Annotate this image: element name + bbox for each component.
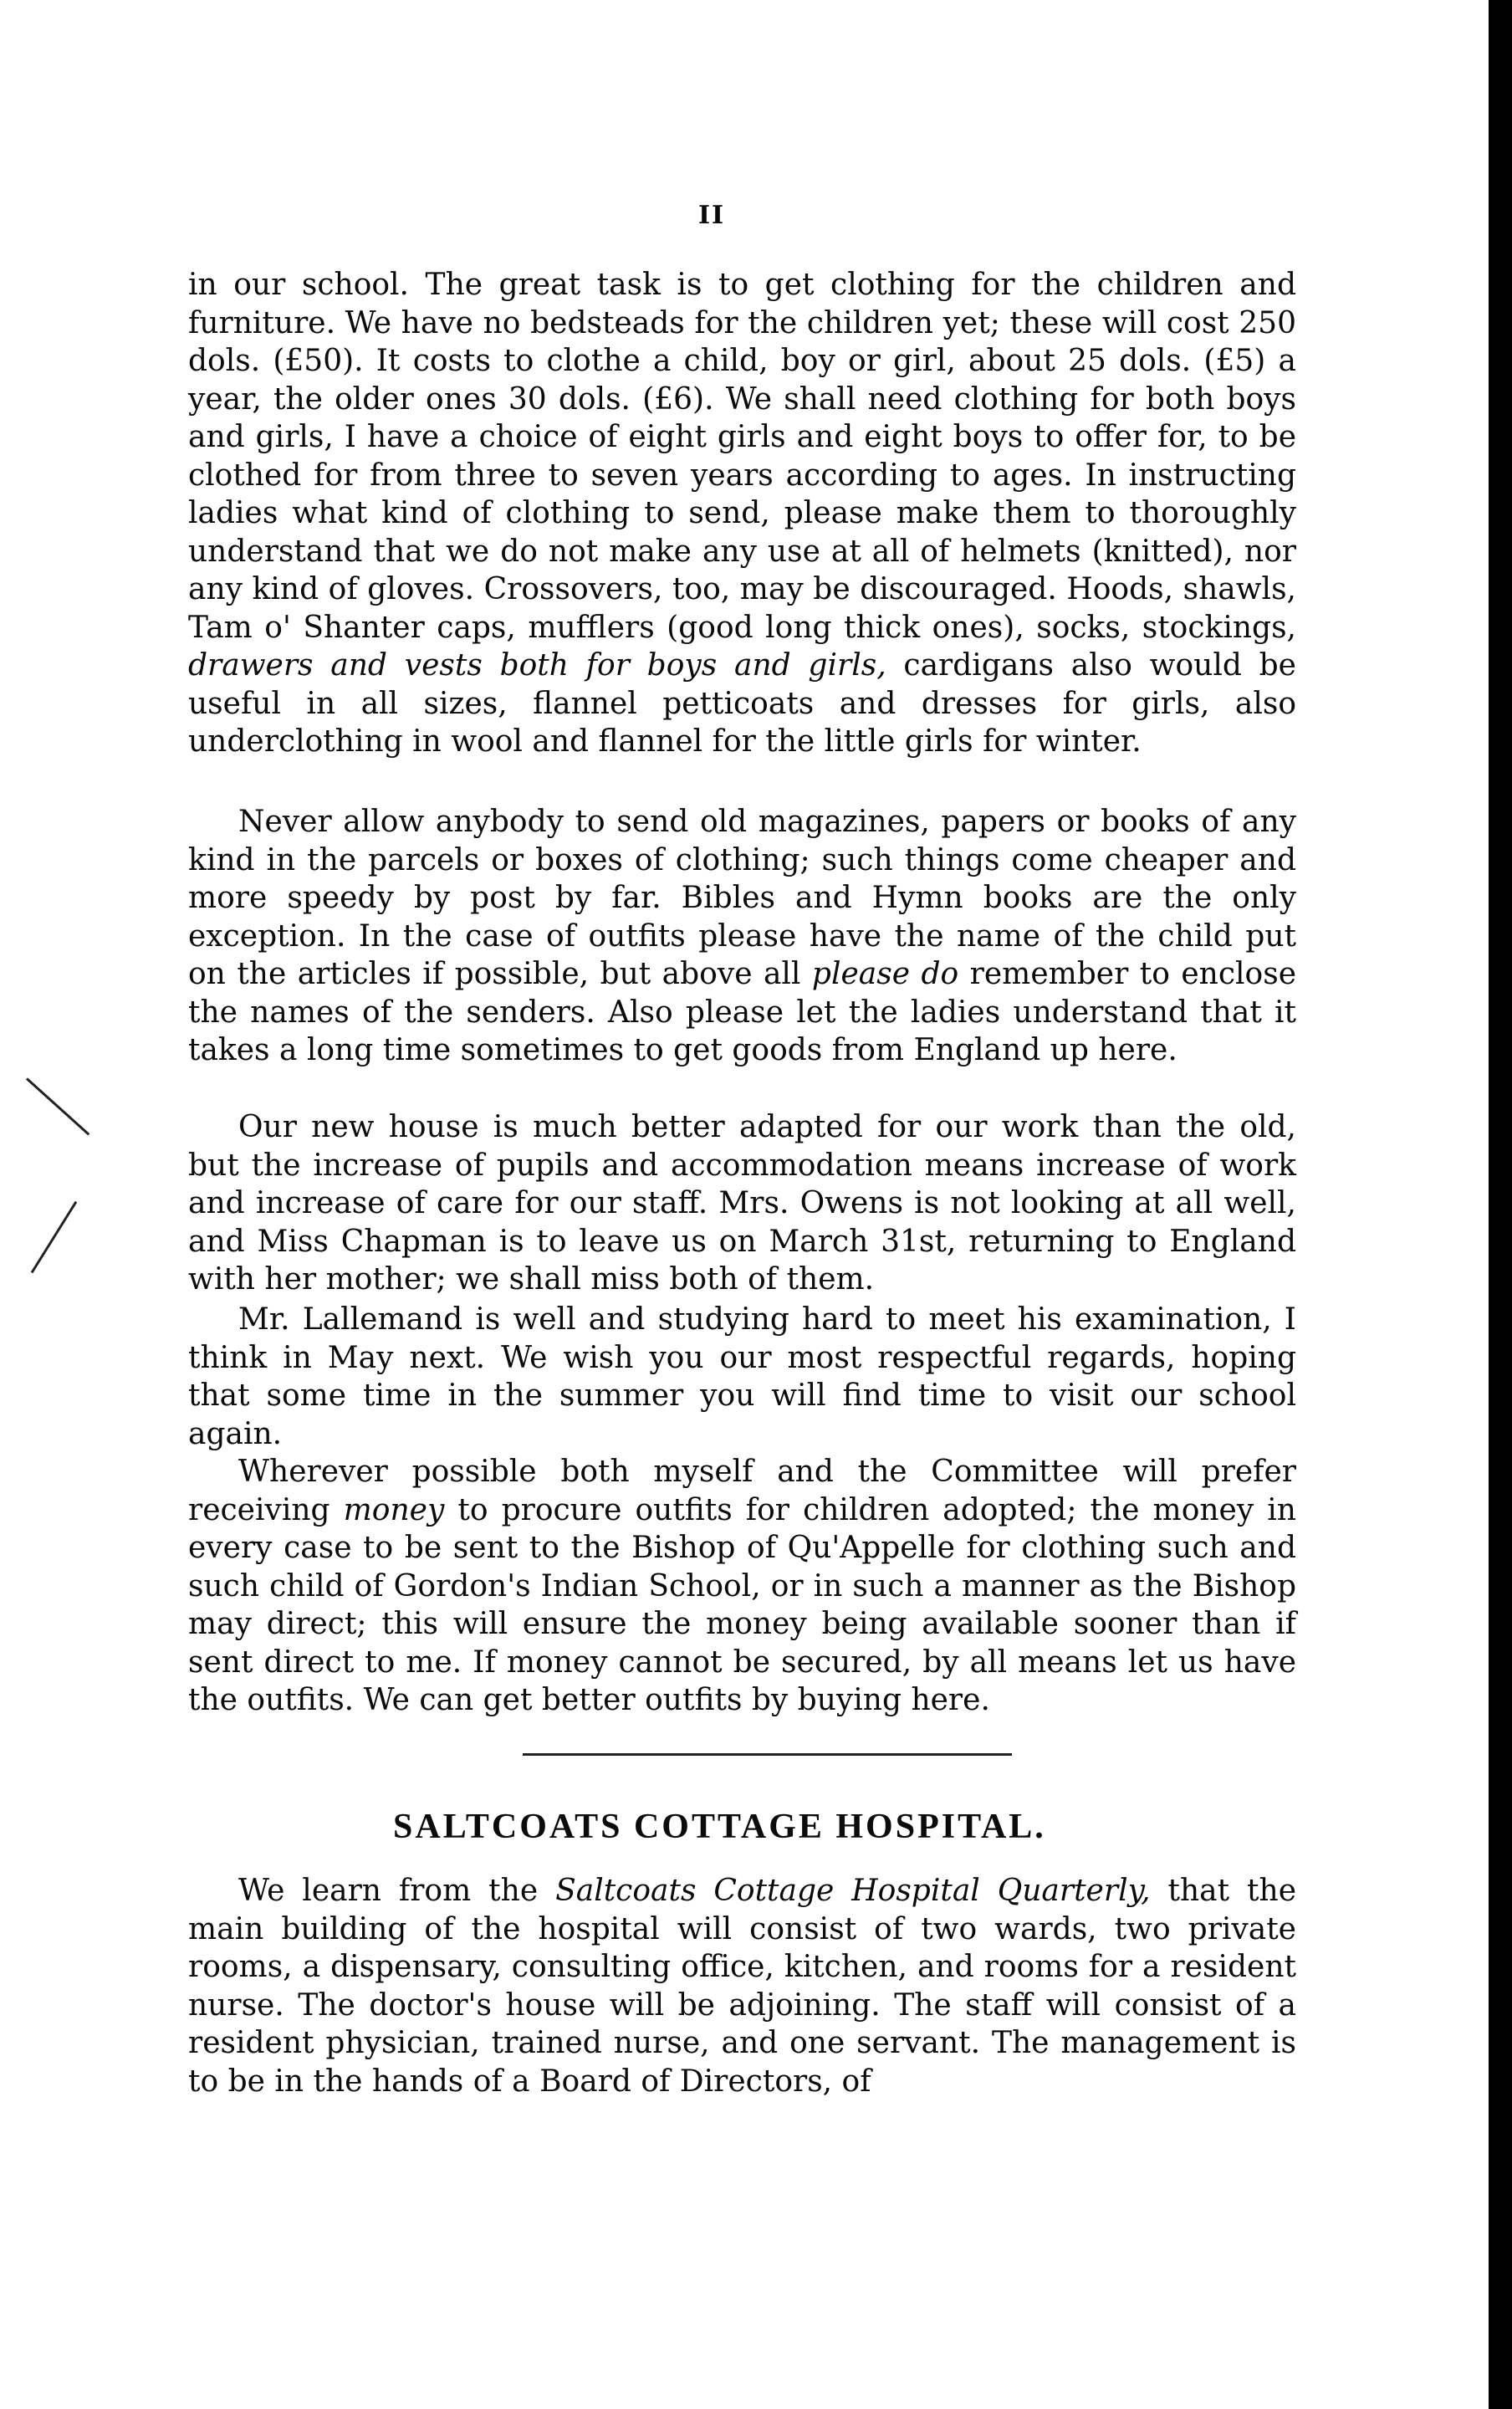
italic-text-run: drawers and vests both for boys and girls, xyxy=(188,648,886,683)
italic-text-run: money xyxy=(343,1492,445,1527)
section-divider xyxy=(523,1753,1012,1756)
text-run: in our school. The great task is to get clothing for the children and furniture. We have no bedsteads for the children yet; these will cost 250 dols. (£50). It costs to clothe a child, boy or girl, about 25 dols. (£5) a year, the older ones 30 dols. (£6). We shall need clothing for both boys and girls, I have a choice of eight girls and eight boys to offer for, to be clothed for from three to seven years according to ages. In instructing ladies what kind of clothing to send, please make them to thoroughly understand that we do not make any use at all of helmets (knitted), nor any kind of gloves. Crossovers, too, may be discouraged. Hoods, shawls, Tam o' Shanter caps, mufflers (good long thick ones), socks, stockings, xyxy=(188,268,1296,645)
paragraph-lallemand xyxy=(188,1301,1296,1453)
paragraph-money xyxy=(188,1453,1296,1720)
page-number: II xyxy=(698,201,726,230)
paragraph-new-house xyxy=(188,1108,1296,1299)
text-run: cardigans also would be useful in all sizes, flannel petticoats and dresses for girls, also underclothing in wool and flannel for the little girls for winter. xyxy=(188,648,1296,759)
paragraph-clothing-needs xyxy=(188,266,1296,761)
text-run: Wherever possible both myself and the Committee will prefer receiving xyxy=(188,1455,1296,1527)
italic-text-run: Saltcoats Cottage Hospital Quarterly, xyxy=(555,1874,1151,1908)
text-run: We learn from the xyxy=(238,1874,539,1908)
text-run: that the main building of the hospital will consist of two wards, two private rooms, a dispensary, consulting office, kitchen, and rooms for a resident nurse. The doctor's house will be adjoining. The staff will consist of a resident physician, trained nurse, and one servant. The management is to be in the hands of a Board of Directors, of xyxy=(188,1874,1296,2099)
paragraph-hospital xyxy=(188,1872,1296,2100)
italic-text-run: please do xyxy=(811,957,959,991)
section-heading: SALTCOATS COTTAGE HOSPITAL. xyxy=(393,1808,1046,1846)
margin-pencil-mark xyxy=(31,1201,78,1273)
text-run: Never allow anybody to send old magazines, papers or books of any kind in the parcels or boxes of clothing; such things come cheaper and more speedy by post by far. Bibles and Hymn books are the only exception. In the case of outfits please have the name of the child put on the articles if possible, but above all xyxy=(188,805,1296,991)
text-run: remember to enclose the names of the senders. Also please let the ladies understand that it takes a long time sometimes to get goods from England up here. xyxy=(188,957,1296,1067)
text-run: Our new house is much better adapted for our work than the old, but the increase of pupils and accommodation means increase of work and increase of care for our staff. Mrs. Owens is not looking at all well, and Miss Chapman is to leave us on March 31st, returning to England with her mother; we shall miss both of them. xyxy=(188,1110,1296,1297)
paragraph-parcels xyxy=(188,803,1296,1070)
margin-pencil-mark xyxy=(26,1077,89,1135)
text-run: Mr. Lallemand is well and studying hard to meet his examination, I think in May next. We wish you our most respectful regards, hoping that some time in the summer you will find time to visit our school again. xyxy=(188,1302,1296,1451)
text-run: to procure outfits for children adopted; the money in every case to be sent to the Bishop of Qu'Appelle for clothing such and such child of Gordon's Indian School, or in such a manner as the Bishop may direct; this will ensure the money being available sooner than if sent direct to me. If money cannot be secured, by all means let us have the outfits. We can get better outfits by buying here. xyxy=(188,1492,1296,1717)
